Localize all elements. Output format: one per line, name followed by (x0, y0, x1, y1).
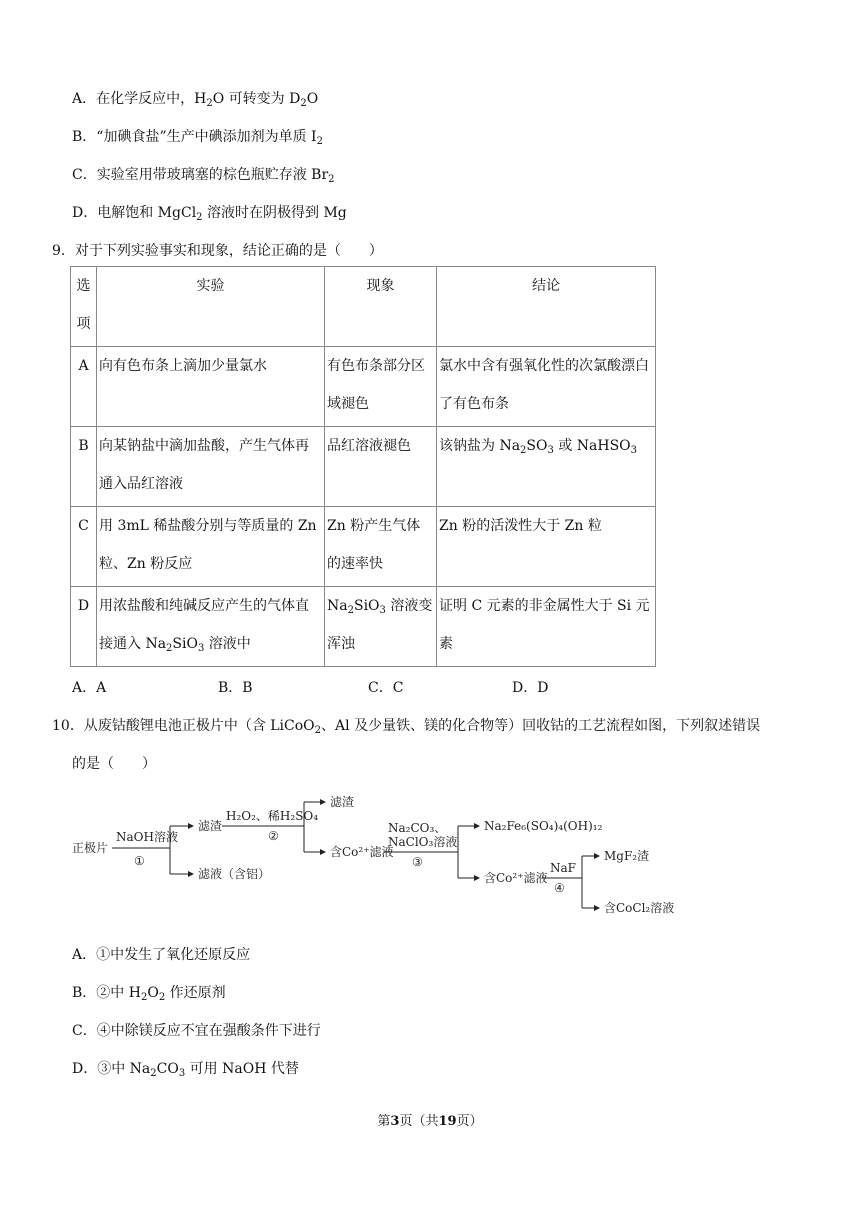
table-row (71, 587, 656, 667)
flow-step1-reagent: NaOH溶液 (116, 830, 178, 844)
header-phenomenon: 现象 (325, 267, 437, 347)
q10-option-b: B．②中 $H_2O_2$ 作还原剂 (72, 985, 226, 1003)
page-total: 19 (438, 1114, 457, 1129)
q10-stem-cont: 的是（ ） (72, 756, 156, 772)
flow-precipitate: Na₂Fe₆(SO₄)₄(OH)₁₂ (484, 819, 603, 833)
row-phenomenon: 品红溶液褪色 (325, 427, 437, 507)
table-row (71, 507, 656, 587)
header-option: 选项 (71, 267, 97, 347)
row-conclusion: 该钠盐为 $Na_2SO_3$ 或 NaHSO$_3$ (437, 427, 656, 507)
flow-cocl2: 含CoCl₂溶液 (604, 901, 675, 915)
row-conclusion: 证明 C 元素的非金属性大于 Si 元素 (437, 587, 656, 667)
row-phenomenon: Zn 粉产生气体的速率快 (325, 507, 437, 587)
flow-step1-num: ① (134, 854, 145, 868)
row-phenomenon: 有色布条部分区域褪色 (325, 347, 437, 427)
q8-option-b: B．“加碘食盐”生产中碘添加剂为单质 $I_2$ (72, 129, 323, 147)
q10-option-c: C．④中除镁反应不宜在强酸条件下进行 (72, 1023, 321, 1039)
arrow-icon (474, 875, 480, 881)
row-experiment: 用 3mL 稀盐酸分别与等质量的 Zn 粒、Zn 粉反应 (97, 507, 325, 587)
arrow-icon (188, 871, 194, 877)
row-option: C (71, 507, 97, 587)
arrow-icon (594, 905, 600, 911)
flow-start: 正极片 (72, 841, 109, 855)
arrow-icon (474, 823, 480, 829)
arrow-icon (594, 853, 600, 859)
arrow-icon (320, 849, 326, 855)
table-row (71, 347, 656, 427)
flow-residue2: 滤渣 (330, 795, 355, 809)
table-row (71, 427, 656, 507)
flow-step3-num: ③ (412, 855, 423, 869)
row-phenomenon: $Na_2SiO_3$ 溶液变浑浊 (325, 587, 437, 667)
row-option: D (71, 587, 97, 667)
row-conclusion: 氯水中含有强氧化性的次氯酸漂白了有色布条 (437, 347, 656, 427)
header-experiment: 实验 (97, 267, 325, 347)
arrow-icon (320, 799, 326, 805)
process-flow-diagram (72, 786, 692, 916)
flow-filtrate-co-1: 含Co²⁺滤液 (330, 845, 394, 859)
answer-a: A．A (72, 680, 107, 696)
row-conclusion: Zn 粉的活泼性大于 Zn 粒 (437, 507, 656, 587)
flow-step4-reagent: NaF (550, 861, 576, 875)
answer-d: D．D (512, 680, 549, 696)
flow-step3-reagent-1: Na₂CO₃、 (388, 821, 447, 835)
header-conclusion: 结论 (437, 267, 656, 347)
flow-residue1: 滤渣 (198, 819, 223, 833)
answer-c: C．C (368, 680, 404, 696)
flow-mgf2: MgF₂渣 (604, 849, 650, 863)
flow-step3-reagent-2: NaClO₃溶液 (388, 835, 458, 849)
q10-option-d: D．③中 $Na_2CO_3$ 可用 NaOH 代替 (72, 1061, 299, 1079)
flow-step4-num: ④ (554, 881, 565, 895)
q10-option-a: A．①中发生了氧化还原反应 (72, 947, 251, 963)
row-experiment: 向某钠盐中滴加盐酸，产生气体再通入品红溶液 (97, 427, 325, 507)
page-number: 3 (390, 1114, 400, 1129)
q8-option-c: C．实验室用带玻璃塞的棕色瓶贮存液 $Br_2$ (72, 167, 335, 185)
row-option: A (71, 347, 97, 427)
q9-stem: 9．对于下列实验事实和现象，结论正确的是（ ） (52, 243, 383, 259)
q8-option-a: A．在化学反应中，$H_2O$ 可转变为 $D_2O$ (72, 91, 319, 109)
q9-table (70, 266, 656, 667)
row-option: B (71, 427, 97, 507)
q10-stem: 10．从废钴酸锂电池正极片中（含 LiCoO$_2$、Al 及少量铁、镁的化合物等）回收钴的工艺流程如图，下列叙述错误 (52, 718, 761, 736)
row-experiment: 向有色布条上滴加少量氯水 (97, 347, 325, 427)
arrow-icon (188, 823, 194, 829)
flow-step2-num: ② (268, 829, 279, 843)
flow-filtrate-co-2: 含Co²⁺滤液 (484, 871, 548, 885)
row-experiment: 用浓盐酸和纯碱反应产生的气体直接通入 $Na_2SiO_3$ 溶液中 (97, 587, 325, 667)
page-footer: 第3页（共19页） (377, 1114, 483, 1129)
q8-option-d: D．电解饱和 MgCl$_2$ 溶液时在阴极得到 Mg (72, 205, 347, 223)
flow-filtrate-al: 滤液（含铝） (198, 867, 271, 881)
table-header-row (71, 267, 656, 347)
flow-step2-reagent: H₂O₂、稀H₂SO₄ (226, 809, 319, 823)
answer-b: B．B (218, 680, 253, 696)
